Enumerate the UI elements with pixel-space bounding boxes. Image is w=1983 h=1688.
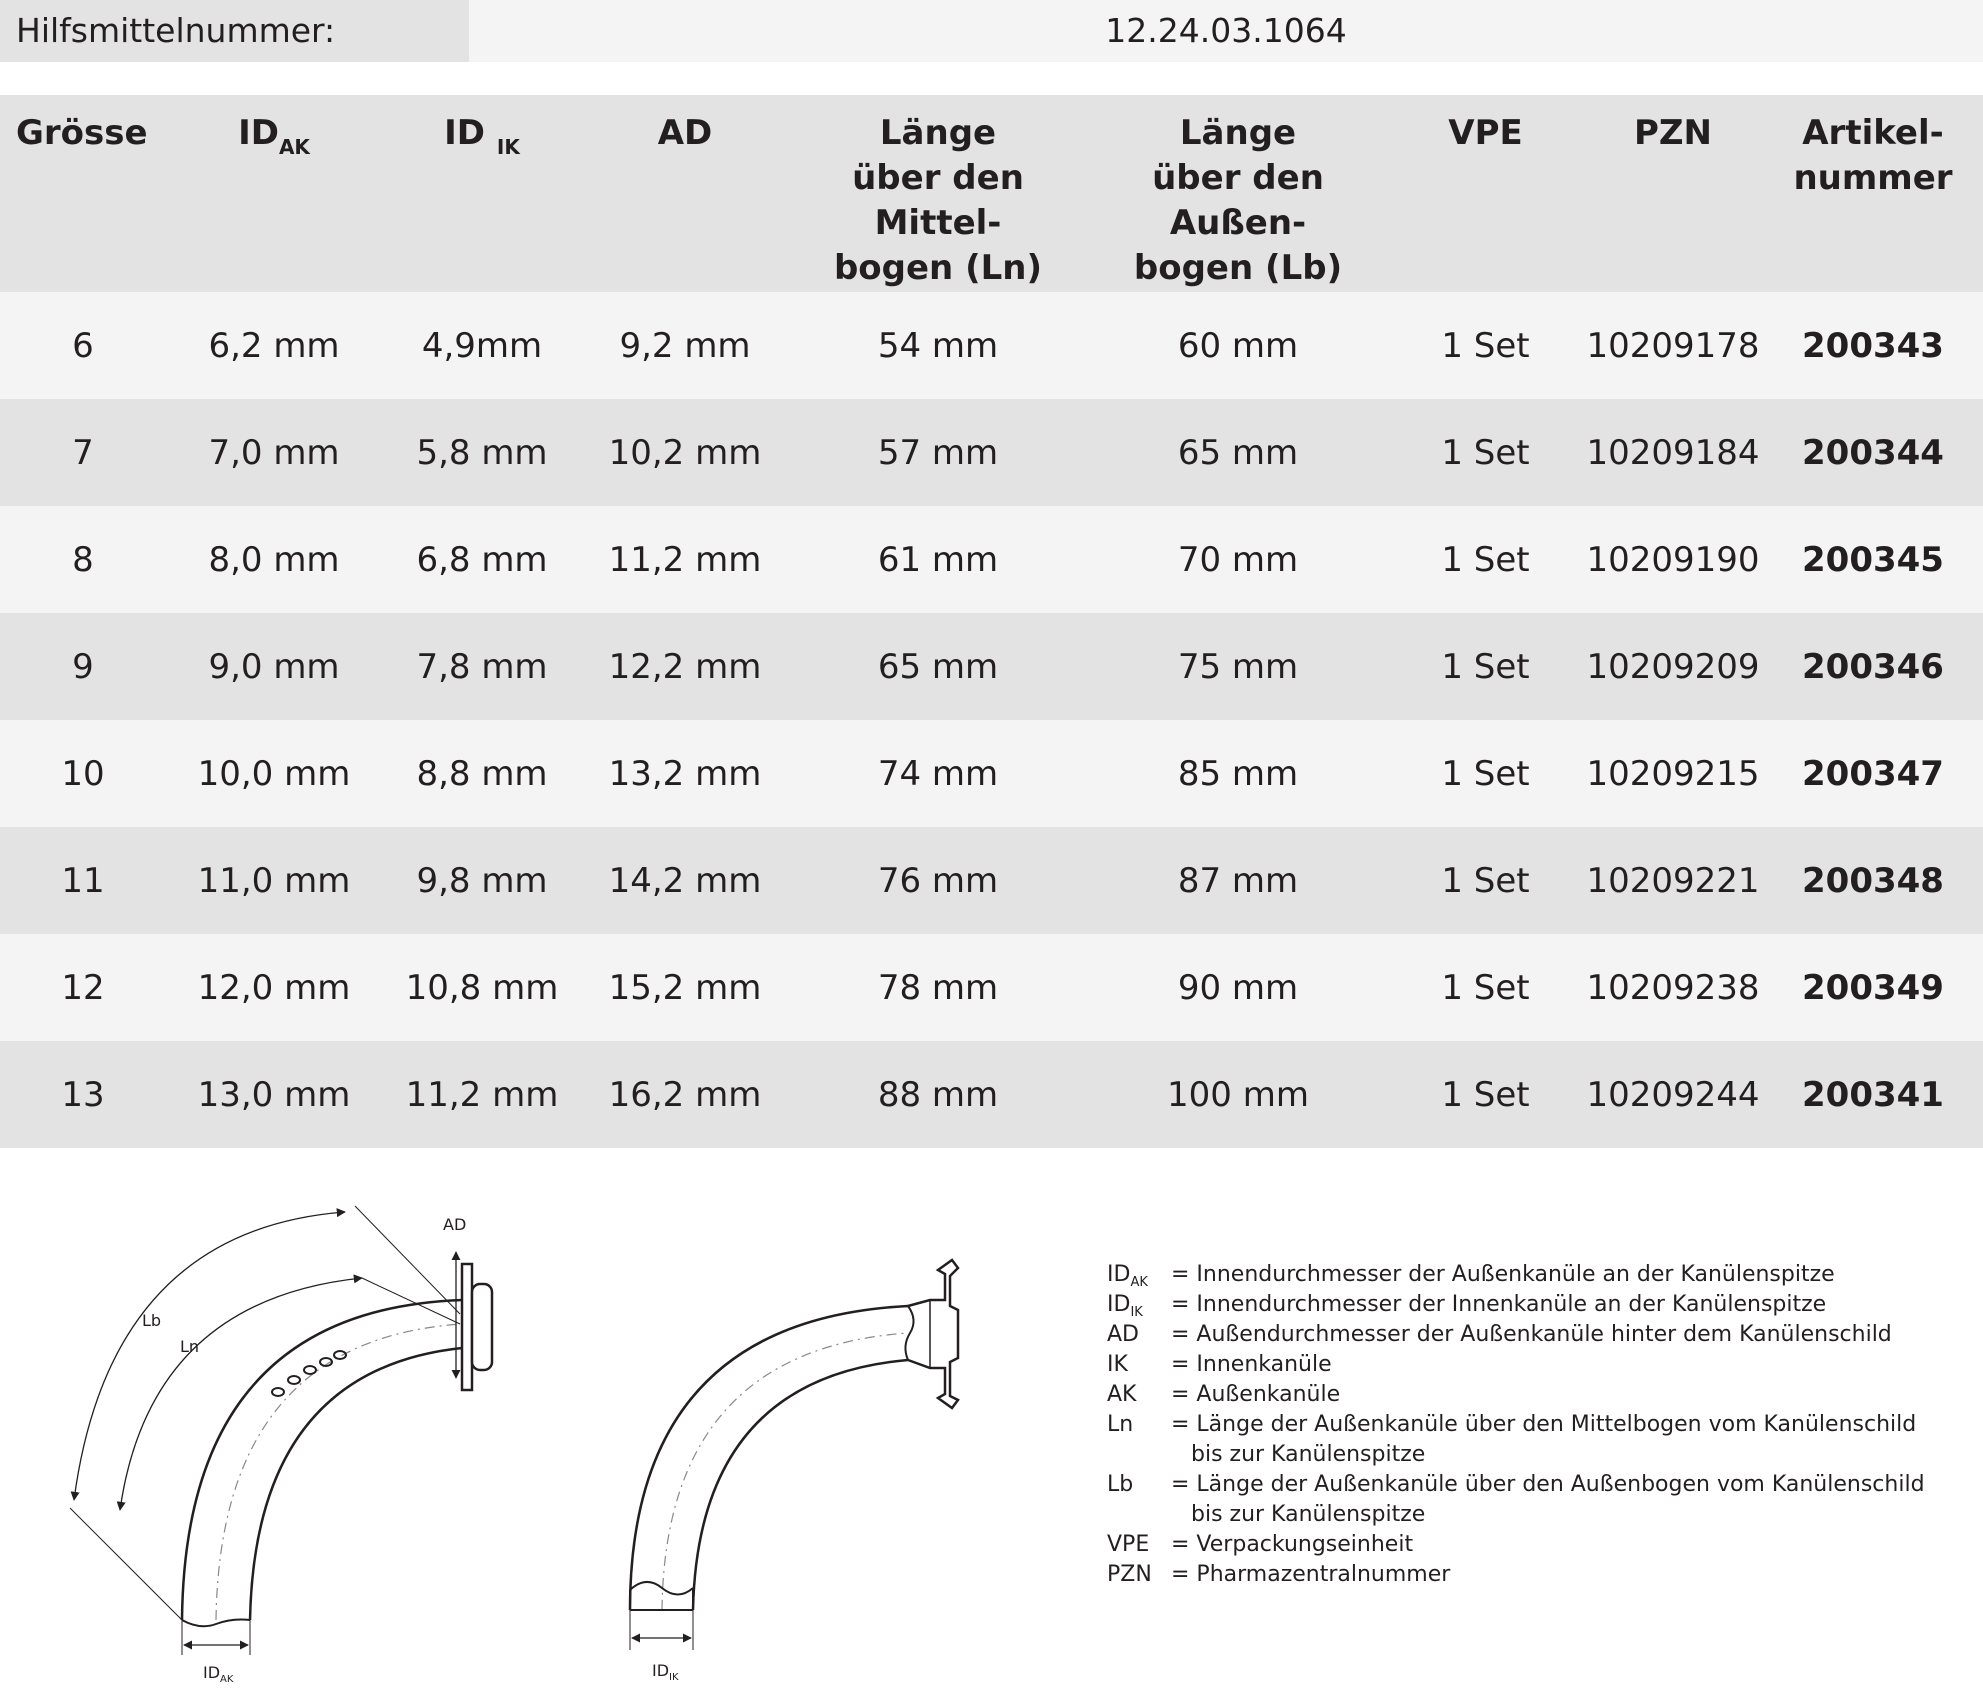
hole (272, 1388, 284, 1396)
inner-tube-inner-edge (693, 1360, 908, 1610)
table-row: 11 11,0 mm 9,8 mm 14,2 mm 76 mm 87 mm 1 Set 10209221 200348 (0, 827, 1983, 934)
tube-tip (182, 1620, 250, 1627)
legend-item: VPE = Verpackungseinheit (1107, 1532, 1414, 1557)
ln-label: Ln (180, 1337, 200, 1356)
col-vpe: VPE (1388, 95, 1583, 292)
legend-item: $ID_{IK}$ = Innendurchmesser der Innenkanüle an der Kanülenspitze (1107, 1292, 1827, 1320)
lb-label: Lb (142, 1311, 162, 1330)
inner-tube-centerline (662, 1333, 908, 1610)
hilfsmittel-bar (0, 0, 1983, 62)
outer-cannula-drawing (0, 1190, 560, 1688)
ad-label: AD (443, 1215, 467, 1234)
inner-connector (908, 1260, 958, 1408)
table-row: 10 10,0 mm 8,8 mm 13,2 mm 74 mm 85 mm 1 Set 10209215 200347 (0, 720, 1983, 827)
inner-cannula-drawing (600, 1190, 1020, 1688)
legend-item: PZN = Pharmazentralnummer (1107, 1562, 1451, 1587)
spec-table (0, 95, 1983, 1148)
legend-item: IK = Innenkanüle (1107, 1352, 1332, 1377)
table-row: 12 12,0 mm 10,8 mm 15,2 mm 78 mm 90 mm 1 Set 10209238 200349 (0, 934, 1983, 1041)
hole (334, 1351, 346, 1359)
hole (288, 1376, 300, 1384)
idik-label: $ID_{IK}$ (652, 1661, 679, 1683)
hilfsmittel-value: 12.24.03.1064 (469, 0, 1983, 62)
col-artikelnummer: Artikel- nummer (1763, 95, 1983, 292)
col-ad: AD (582, 95, 788, 292)
table-row: 7 7,0 mm 5,8 mm 10,2 mm 57 mm 65 mm 1 Set 10209184 200344 (0, 399, 1983, 506)
inner-tube-outer-edge (630, 1306, 908, 1610)
legend-item: $ID_{AK}$ = Innendurchmesser der Außenkanüle an der Kanülenspitze (1107, 1262, 1835, 1290)
legend-item: AD = Außendurchmesser der Außenkanüle hinter dem Kanülenschild (1107, 1322, 1892, 1347)
legend-item: AK = Außenkanüle (1107, 1382, 1341, 1407)
idak-label: $ID_{AK}$ (203, 1663, 234, 1685)
legend (1107, 1260, 1951, 1590)
legend-item: Ln = Länge der Außenkanüle über den Mittelbogen vom Kanülenschild bis zur Kanülenspitze (1107, 1412, 1917, 1467)
flange-cap (472, 1284, 492, 1370)
col-pzn: PZN (1583, 95, 1763, 292)
col-groesse: Grösse (0, 95, 166, 292)
col-id-ik: ID $_{IK}$ (382, 95, 582, 292)
table-header-row (0, 95, 1983, 292)
table-row: 6 6,2 mm 4,9mm 9,2 mm 54 mm 60 mm 1 Set 10209178 200343 (0, 292, 1983, 399)
table-row: 9 9,0 mm 7,8 mm 12,2 mm 65 mm 75 mm 1 Set 10209209 200346 (0, 613, 1983, 720)
flange (462, 1264, 472, 1390)
lb-ext2 (70, 1508, 182, 1620)
col-lb: Länge über den Außen- bogen (Lb) (1088, 95, 1388, 292)
tube-outer-edge (182, 1300, 462, 1620)
hole (304, 1366, 316, 1374)
inner-tube-tip-top (630, 1582, 693, 1595)
hilfsmittel-label: Hilfsmittelnummer: (0, 0, 469, 62)
col-id-ak: $ID_{AK}$ (166, 95, 382, 292)
legend-item: Lb = Länge der Außenkanüle über den Außenbogen vom Kanülenschild bis zur Kanülenspitze (1107, 1472, 1925, 1527)
col-ln: Länge über den Mittel- bogen (Ln) (788, 95, 1088, 292)
table-row: 8 8,0 mm 6,8 mm 11,2 mm 61 mm 70 mm 1 Set 10209190 200345 (0, 506, 1983, 613)
table-row: 13 13,0 mm 11,2 mm 16,2 mm 88 mm 100 mm 1 Set 10209244 200341 (0, 1041, 1983, 1148)
